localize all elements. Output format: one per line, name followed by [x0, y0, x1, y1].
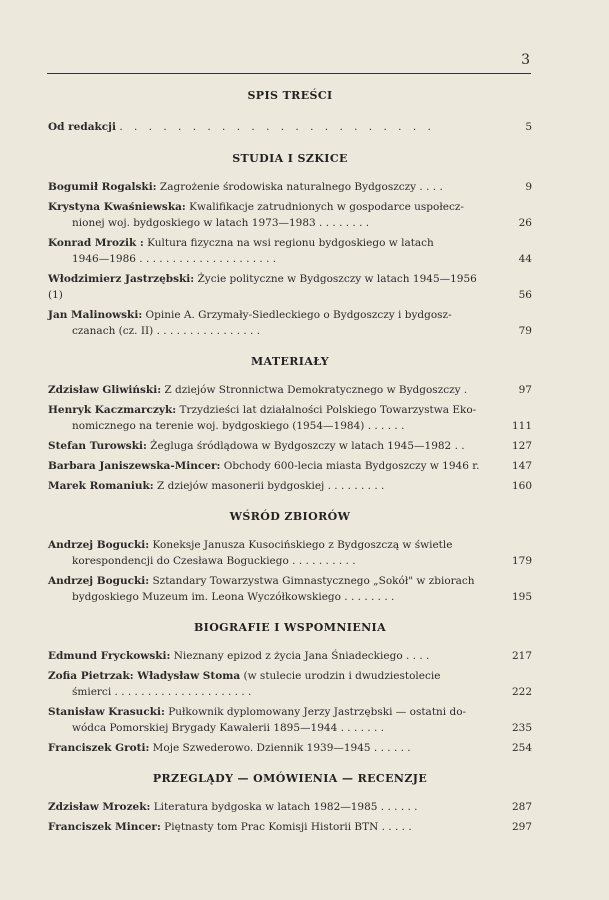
entry-page: 222	[511, 686, 532, 698]
entry-title: Zagrożenie środowiska naturalnego Bydgoszczy . . . .	[156, 181, 443, 193]
entry-page: 5	[525, 121, 532, 133]
entry-page: 56	[518, 289, 532, 301]
entry-title: Nieznany epizod z życia Jana Śniadeckiego . . . .	[170, 650, 430, 662]
toc-title: SPIS TREŚCI	[247, 89, 333, 102]
toc-entry	[48, 458, 532, 474]
toc-entry	[48, 648, 532, 664]
entry-title: Obchody 600-lecia miasta Bydgoszczy w 1946 r.	[220, 460, 480, 472]
entry-author: Andrzej Bogucki:	[48, 539, 150, 551]
entry-title: Koneksje Janusza Kusocińskiego z Bydgoszczą w świetle	[149, 539, 453, 551]
entry-title: Moje Szwederowo. Dziennik 1939—1945 . . . . . .	[149, 742, 411, 754]
entry-page: 44	[518, 253, 532, 265]
entry-title: Od redakcji	[48, 121, 116, 133]
toc-entry	[48, 819, 532, 835]
entry-page: 254	[511, 742, 532, 754]
entry-title-continued: wódca Pomorskiej Brygady Kawalerii 1895—1944 . . . . . . .	[72, 722, 384, 734]
entry-author: Konrad Mrozik :	[48, 237, 144, 249]
entry-dots: . . . . . . . . . . . . . . . . . . . . . .	[119, 121, 435, 133]
toc-entry	[48, 478, 532, 494]
section-title: BIOGRAFIE I WSPOMNIENIA	[193, 621, 387, 634]
entry-title-continued: śmierci . . . . . . . . . . . . . . . . . . . . .	[72, 686, 252, 698]
section-title: PRZEGLĄDY — OMÓWIENIA — RECENZJE	[152, 772, 428, 785]
entry-page: 97	[518, 384, 532, 396]
entry-page: 147	[511, 460, 532, 472]
entry-title: Żegluga śródlądowa w Bydgoszczy w latach 1945—1982 . .	[146, 440, 465, 452]
entry-author: Zdzisław Gliwiński:	[48, 384, 162, 396]
toc-entry	[48, 235, 532, 267]
entry-title: Trzydzieści lat działalności Polskiego Towarzystwa Eko-	[176, 404, 477, 416]
entry-page: 26	[518, 217, 532, 229]
entry-author: Andrzej Bogucki:	[48, 575, 150, 587]
entry-page: 235	[511, 722, 532, 734]
toc-entry	[48, 199, 532, 231]
toc-entry	[48, 740, 532, 756]
entry-title: Z dziejów masonerii bydgoskiej . . . . . . . . .	[153, 480, 385, 492]
entry-title: Pułkownik dyplomowany Jerzy Jastrzębski — ostatni do-	[164, 706, 467, 718]
toc-entry	[48, 179, 532, 195]
section-title: WŚRÓD ZBIORÓW	[229, 510, 351, 523]
toc-entry	[48, 402, 532, 434]
table-of-contents	[48, 88, 532, 835]
section-title: MATERIAŁY	[250, 355, 330, 368]
entry-title-continued: bydgoskiego Muzeum im. Leona Wyczółkowskiego . . . . . . . .	[72, 591, 395, 603]
entry-author: Henryk Kaczmarczyk:	[48, 404, 177, 416]
entry-title: (w stulecie urodzin i dwudziestolecie	[240, 670, 441, 682]
entry-title: Sztandary Towarzystwa Gimnastycznego „Sokół" w zbiorach	[149, 575, 475, 587]
entry-title-continued: czanach (cz. II) . . . . . . . . . . . . . . . .	[72, 325, 261, 337]
entry-author: Franciszek Mincer:	[48, 821, 161, 833]
toc-entry	[48, 271, 532, 303]
entry-author: Barbara Janiszewska-Mincer:	[48, 460, 221, 472]
entry-author: Marek Romaniuk:	[48, 480, 154, 492]
toc-entry	[48, 307, 532, 339]
entry-title: Piętnasty tom Prac Komisji Historii BTN . . . . .	[160, 821, 412, 833]
entry-title: Życie polityczne w Bydgoszczy w latach 1945—1956 (1)	[48, 273, 477, 301]
toc-entry	[48, 799, 532, 815]
entry-page: 160	[511, 480, 532, 492]
entry-title: Opinie A. Grzymały-Siedleckiego o Bydgoszczy i bydgosz-	[142, 309, 452, 321]
toc-entry	[48, 573, 532, 605]
entry-title-continued: korespondencji do Czesława Boguckiego . . . . . . . . . .	[72, 555, 356, 567]
entry-author: Edmund Fryckowski:	[48, 650, 171, 662]
toc-entry-intro	[48, 119, 532, 135]
entry-page: 217	[511, 650, 532, 662]
entry-title-continued: nomicznego na terenie woj. bydgoskiego (1954—1984) . . . . . .	[72, 420, 405, 432]
entry-author: Bogumił Rogalski:	[48, 181, 157, 193]
entry-title: Literatura bydgoska w latach 1982—1985 . . . . . .	[150, 801, 418, 813]
top-rule	[47, 73, 531, 74]
entry-title-continued: 1946—1986 . . . . . . . . . . . . . . . . . . . . .	[72, 253, 277, 265]
section-title: STUDIA I SZKICE	[232, 152, 348, 165]
toc-entry	[48, 704, 532, 736]
entry-page: 287	[511, 801, 532, 813]
entry-author: Włodzimierz Jastrzębski:	[48, 273, 195, 285]
entry-author: Jan Malinowski:	[48, 309, 143, 321]
toc-entry	[48, 668, 532, 700]
entry-title-continued: nionej woj. bydgoskiego w latach 1973—1983 . . . . . . . .	[72, 217, 370, 229]
entry-page: 179	[511, 555, 532, 567]
entry-page: 9	[525, 181, 532, 193]
entry-author: Stanisław Krasucki:	[48, 706, 165, 718]
page-number: 3	[521, 52, 530, 68]
entry-page: 111	[511, 420, 532, 432]
toc-entry	[48, 438, 532, 454]
toc-entry	[48, 382, 532, 398]
entry-page: 79	[518, 325, 532, 337]
entry-title: Kwalifikacje zatrudnionych w gospodarce uspołecz-	[185, 201, 464, 213]
entry-author: Stefan Turowski:	[48, 440, 147, 452]
entry-title: Z dziejów Stronnictwa Demokratycznego w Bydgoszczy .	[161, 384, 468, 396]
entry-author: Zdzisław Mrozek:	[48, 801, 151, 813]
entry-page: 127	[511, 440, 532, 452]
entry-page: 297	[511, 821, 532, 833]
entry-author: Zofia Pietrzak: Władysław Stoma	[48, 670, 241, 682]
entry-author: Franciszek Groti:	[48, 742, 150, 754]
toc-entry	[48, 537, 532, 569]
entry-author: Krystyna Kwaśniewska:	[48, 201, 186, 213]
entry-page: 195	[511, 591, 532, 603]
entry-title: Kultura fizyczna na wsi regionu bydgoskiego w latach	[143, 237, 434, 249]
